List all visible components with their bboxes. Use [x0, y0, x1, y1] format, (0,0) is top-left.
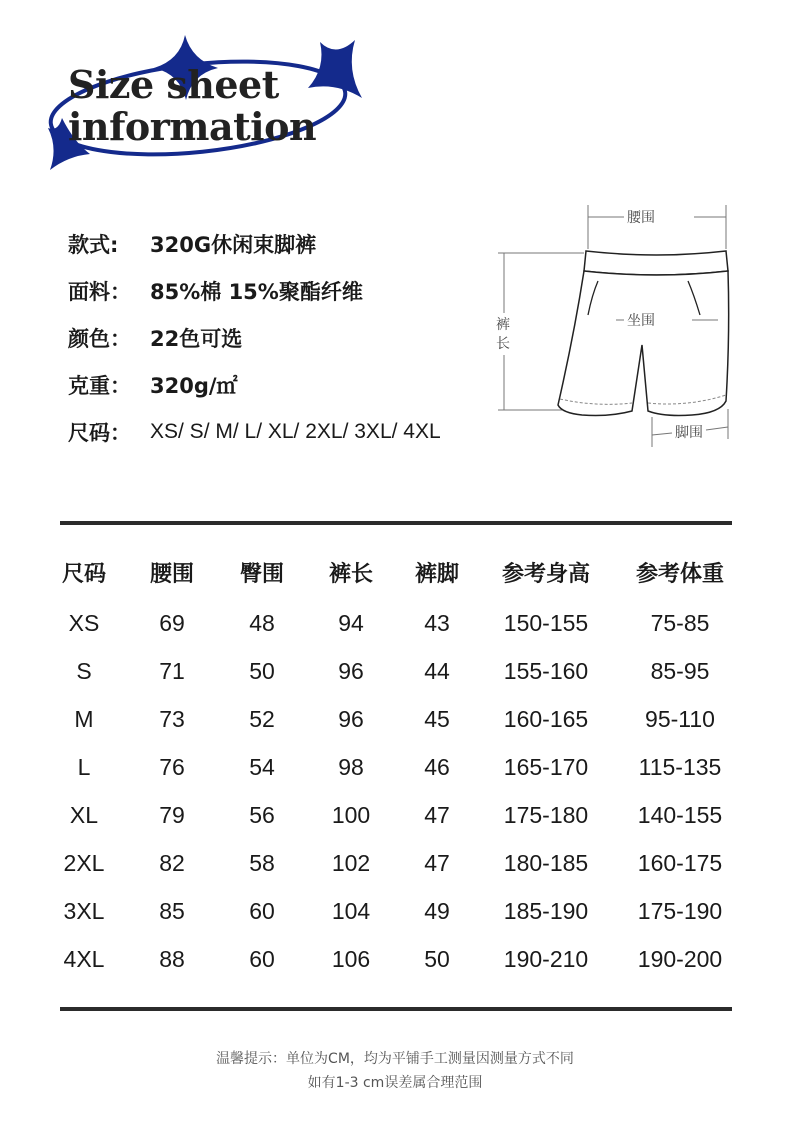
table-cell: 190-200: [637, 945, 723, 972]
table-cell: 175-190: [637, 897, 723, 924]
table-cell: 96: [338, 657, 364, 684]
table-cell: 79: [159, 801, 185, 828]
table-cell: 88: [159, 945, 185, 972]
spec-label: 面料：: [68, 279, 131, 304]
table-cell: XS: [68, 609, 100, 636]
spec-color: [68, 314, 441, 361]
header-cell: 尺码: [61, 561, 106, 587]
table-cell: 4XL: [63, 945, 105, 972]
table-cell: 56: [249, 801, 275, 828]
table-cell: 98: [338, 753, 364, 780]
table-cell: 160-175: [637, 849, 723, 876]
spec-label: 克重：: [68, 373, 131, 398]
table-top-rule: [60, 521, 732, 525]
spec-fabric: [68, 267, 441, 314]
spec-value: XS/ S/ M/ L/ XL/ 2XL/ 3XL/ 4XL: [150, 419, 441, 443]
header-cell: 裤脚: [414, 561, 459, 587]
table-cell: 47: [424, 801, 450, 828]
table-row: [40, 839, 760, 887]
product-specs: [68, 220, 441, 455]
table-cell: 180-185: [503, 849, 589, 876]
hem-label: 脚围: [675, 425, 703, 441]
table-row: [40, 647, 760, 695]
header-cell: 裤长: [328, 561, 373, 587]
table-row: [40, 695, 760, 743]
logo-title-line2: information: [68, 104, 317, 149]
spec-sizes: [68, 408, 441, 455]
spec-value: 85%棉 15%聚酯纤维: [150, 279, 363, 304]
table-cell: 82: [159, 849, 185, 876]
table-cell: 106: [331, 945, 371, 972]
table-cell: 2XL: [63, 849, 105, 876]
table-cell: 75-85: [650, 609, 710, 636]
table-cell: L: [77, 753, 91, 780]
table-cell: 155-160: [503, 657, 589, 684]
table-cell: 44: [424, 657, 450, 684]
table-cell: 185-190: [503, 897, 589, 924]
table-row: [40, 599, 760, 647]
shorts-diagram: [488, 195, 758, 460]
table-cell: 104: [331, 897, 371, 924]
table-cell: 46: [424, 753, 450, 780]
table-cell: 50: [424, 945, 450, 972]
tolerance-note: 如有1-3 cm误差属合理范围: [307, 1075, 483, 1091]
table-cell: 140-155: [637, 801, 723, 828]
table-cell: 95-110: [645, 705, 715, 732]
size-table: [40, 545, 760, 983]
table-cell: S: [76, 657, 92, 684]
table-cell: 85: [159, 897, 185, 924]
table-cell: 190-210: [503, 945, 589, 972]
table-cell: 43: [424, 609, 450, 636]
table-cell: 100: [331, 801, 371, 828]
table-cell: 76: [159, 753, 185, 780]
table-header-row: [40, 545, 760, 599]
table-cell: 165-170: [503, 753, 589, 780]
table-row: [40, 743, 760, 791]
table-cell: 54: [249, 753, 275, 780]
table-cell: 47: [424, 849, 450, 876]
table-row: [40, 791, 760, 839]
table-row: [40, 935, 760, 983]
table-row: [40, 887, 760, 935]
spec-value: 320g/㎡: [150, 373, 238, 398]
table-cell: 48: [249, 609, 275, 636]
length-label-2: 长: [496, 336, 510, 352]
table-cell: 94: [338, 609, 364, 636]
table-cell: 175-180: [503, 801, 589, 828]
header-cell: 臀围: [239, 561, 284, 587]
table-cell: 52: [249, 705, 275, 732]
table-cell: 60: [249, 945, 275, 972]
table-cell: 3XL: [63, 897, 105, 924]
table-cell: 96: [338, 705, 364, 732]
spec-value: 22色可选: [150, 326, 243, 351]
spec-label: 款式:: [68, 232, 119, 257]
spec-label: 颜色：: [68, 326, 131, 351]
table-cell: 50: [249, 657, 275, 684]
header-cell: 参考身高: [501, 561, 590, 587]
length-label-1: 裤: [496, 317, 510, 333]
measurement-note: 温馨提示：单位为CM，均为平铺手工测量因测量方式不同: [216, 1051, 574, 1067]
table-cell: 115-135: [638, 753, 722, 780]
table-cell: M: [74, 705, 94, 732]
table-bottom-rule: [60, 1007, 732, 1011]
table-cell: 58: [249, 849, 275, 876]
waist-label: 腰围: [627, 210, 655, 226]
logo-title-line1: Size sheet: [68, 62, 279, 107]
spec-style: [68, 220, 441, 267]
table-cell: 69: [159, 609, 185, 636]
table-cell: XL: [69, 801, 99, 828]
table-cell: 85-95: [650, 657, 710, 684]
table-cell: 150-155: [503, 609, 589, 636]
shorts-outline: [488, 195, 758, 460]
table-cell: 60: [249, 897, 275, 924]
spec-value: 320G休闲束脚裤: [150, 232, 317, 257]
table-cell: 45: [424, 705, 450, 732]
table-cell: 102: [331, 849, 371, 876]
header-cell: 参考体重: [635, 561, 724, 587]
table-cell: 49: [424, 897, 450, 924]
spec-label: 尺码：: [68, 420, 131, 445]
table-cell: 73: [159, 705, 185, 732]
spec-weight: [68, 361, 441, 408]
header-cell: 腰围: [149, 561, 194, 587]
table-cell: 160-165: [503, 705, 589, 732]
hip-label: 坐围: [627, 313, 655, 329]
table-cell: 71: [159, 657, 185, 684]
